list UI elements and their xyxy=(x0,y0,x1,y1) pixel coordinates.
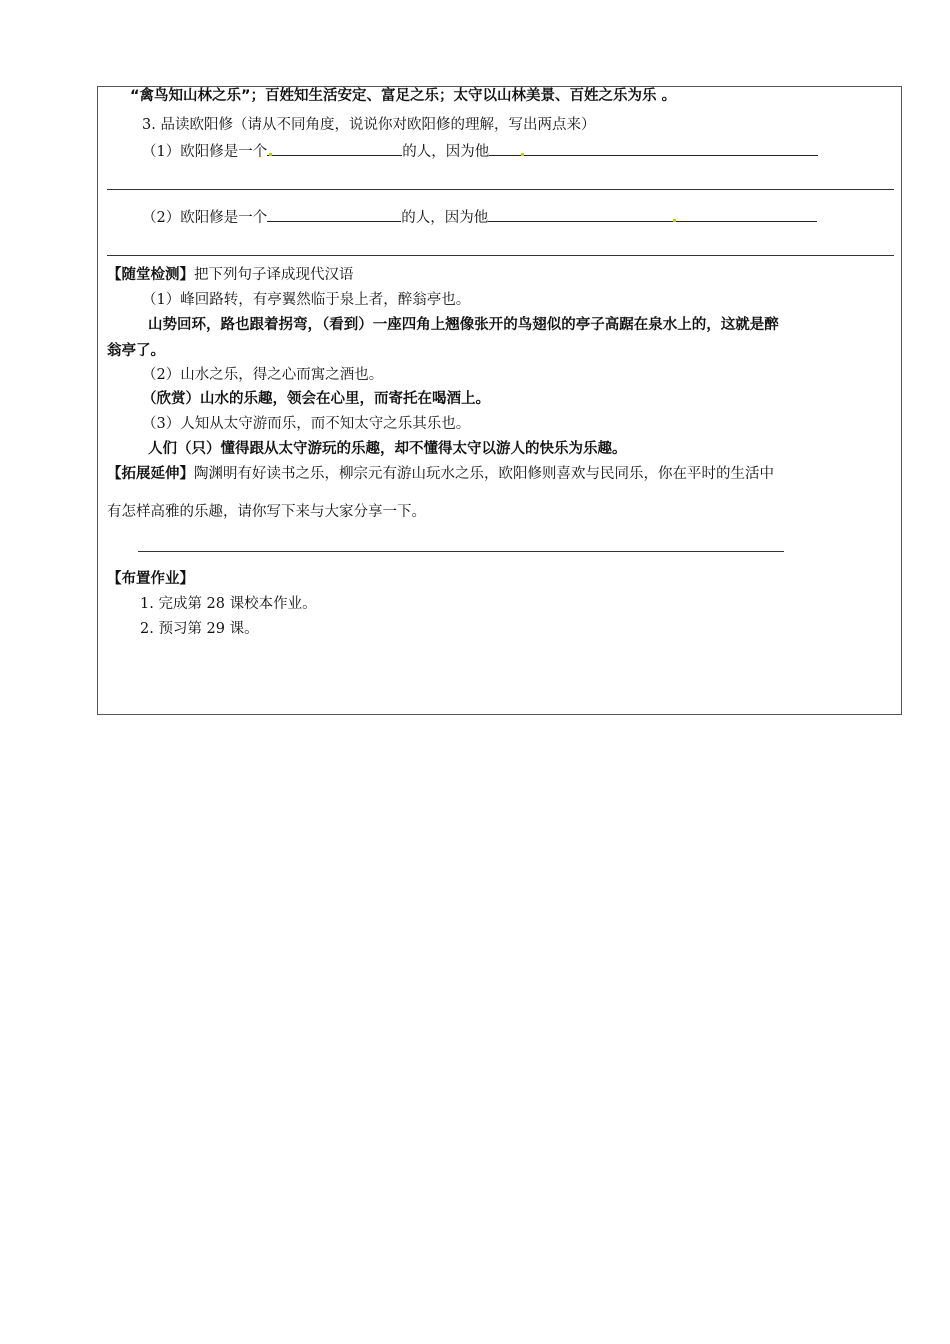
check-sentence-2: （2）山水之乐，得之心而寓之酒也。 xyxy=(142,367,384,383)
item-2-label-b: 的人，因为他 xyxy=(401,210,489,226)
check-sentence-3: （3）人知从太守游而乐，而不知太守之乐其乐也。 xyxy=(142,416,471,432)
extension-section xyxy=(107,464,774,484)
extension-text-line-1: 陶渊明有好读书之乐，柳宗元有游山玩水之乐，欧阳修则喜欢与民同乐，你在平时的生活中 xyxy=(194,466,774,482)
extension-text-line-2: 有怎样高雅的乐趣，请你写下来与大家分享一下。 xyxy=(107,504,426,520)
item-1-label-b: 的人，因为他 xyxy=(402,144,490,160)
question-3-item-2 xyxy=(142,207,817,228)
question-3-item-1 xyxy=(142,141,818,162)
blank-2b[interactable] xyxy=(488,207,817,222)
answer-quote-line: “禽鸟知山林之乐”；百姓知生活安定、富足之乐；太守以山林美景、百姓之乐为乐 。 xyxy=(130,88,677,104)
check-answer-2: （欣赏）山水的乐趣，领会在心里，而寄托在喝酒上。 xyxy=(142,391,490,407)
check-sentence-1: （1）峰回路转，有亭翼然临于泉上者，醉翁亭也。 xyxy=(142,292,471,308)
check-answer-1-line-1: 山势回环，路也跟着拐弯，（看到）一座四角上翘像张开的鸟翅似的亭子高踞在泉水上的，这就是醉 xyxy=(148,317,779,333)
extension-answer-line[interactable] xyxy=(138,551,784,552)
homework-item-1: 1. 完成第 28 课校本作业。 xyxy=(140,596,317,612)
item-1-label-a: （1）欧阳修是一个 xyxy=(142,144,268,160)
answer-line-1 xyxy=(107,189,894,190)
homework-item-2: 2. 预习第 29 课。 xyxy=(140,621,259,637)
check-heading: 【随堂检测】 xyxy=(107,267,194,283)
question-3-prompt: 3. 品读欧阳修（请从不同角度，说说你对欧阳修的理解，写出两点来） xyxy=(142,117,596,133)
blank-1b[interactable] xyxy=(489,141,818,156)
check-instruction: 把下列句子译成现代汉语 xyxy=(194,267,354,283)
blank-1a[interactable] xyxy=(267,141,402,156)
check-section-header xyxy=(107,265,354,285)
blank-2a[interactable] xyxy=(267,207,401,222)
homework-heading: 【布置作业】 xyxy=(107,571,194,587)
item-2-label-a: （2）欧阳修是一个 xyxy=(142,210,268,226)
extension-heading: 【拓展延伸】 xyxy=(107,466,194,482)
check-answer-1-line-2: 翁亭了。 xyxy=(107,343,165,359)
check-answer-3: 人们（只）懂得跟从太守游玩的乐趣，却不懂得太守以游人的快乐为乐趣。 xyxy=(148,441,627,457)
answer-line-2 xyxy=(107,255,894,256)
